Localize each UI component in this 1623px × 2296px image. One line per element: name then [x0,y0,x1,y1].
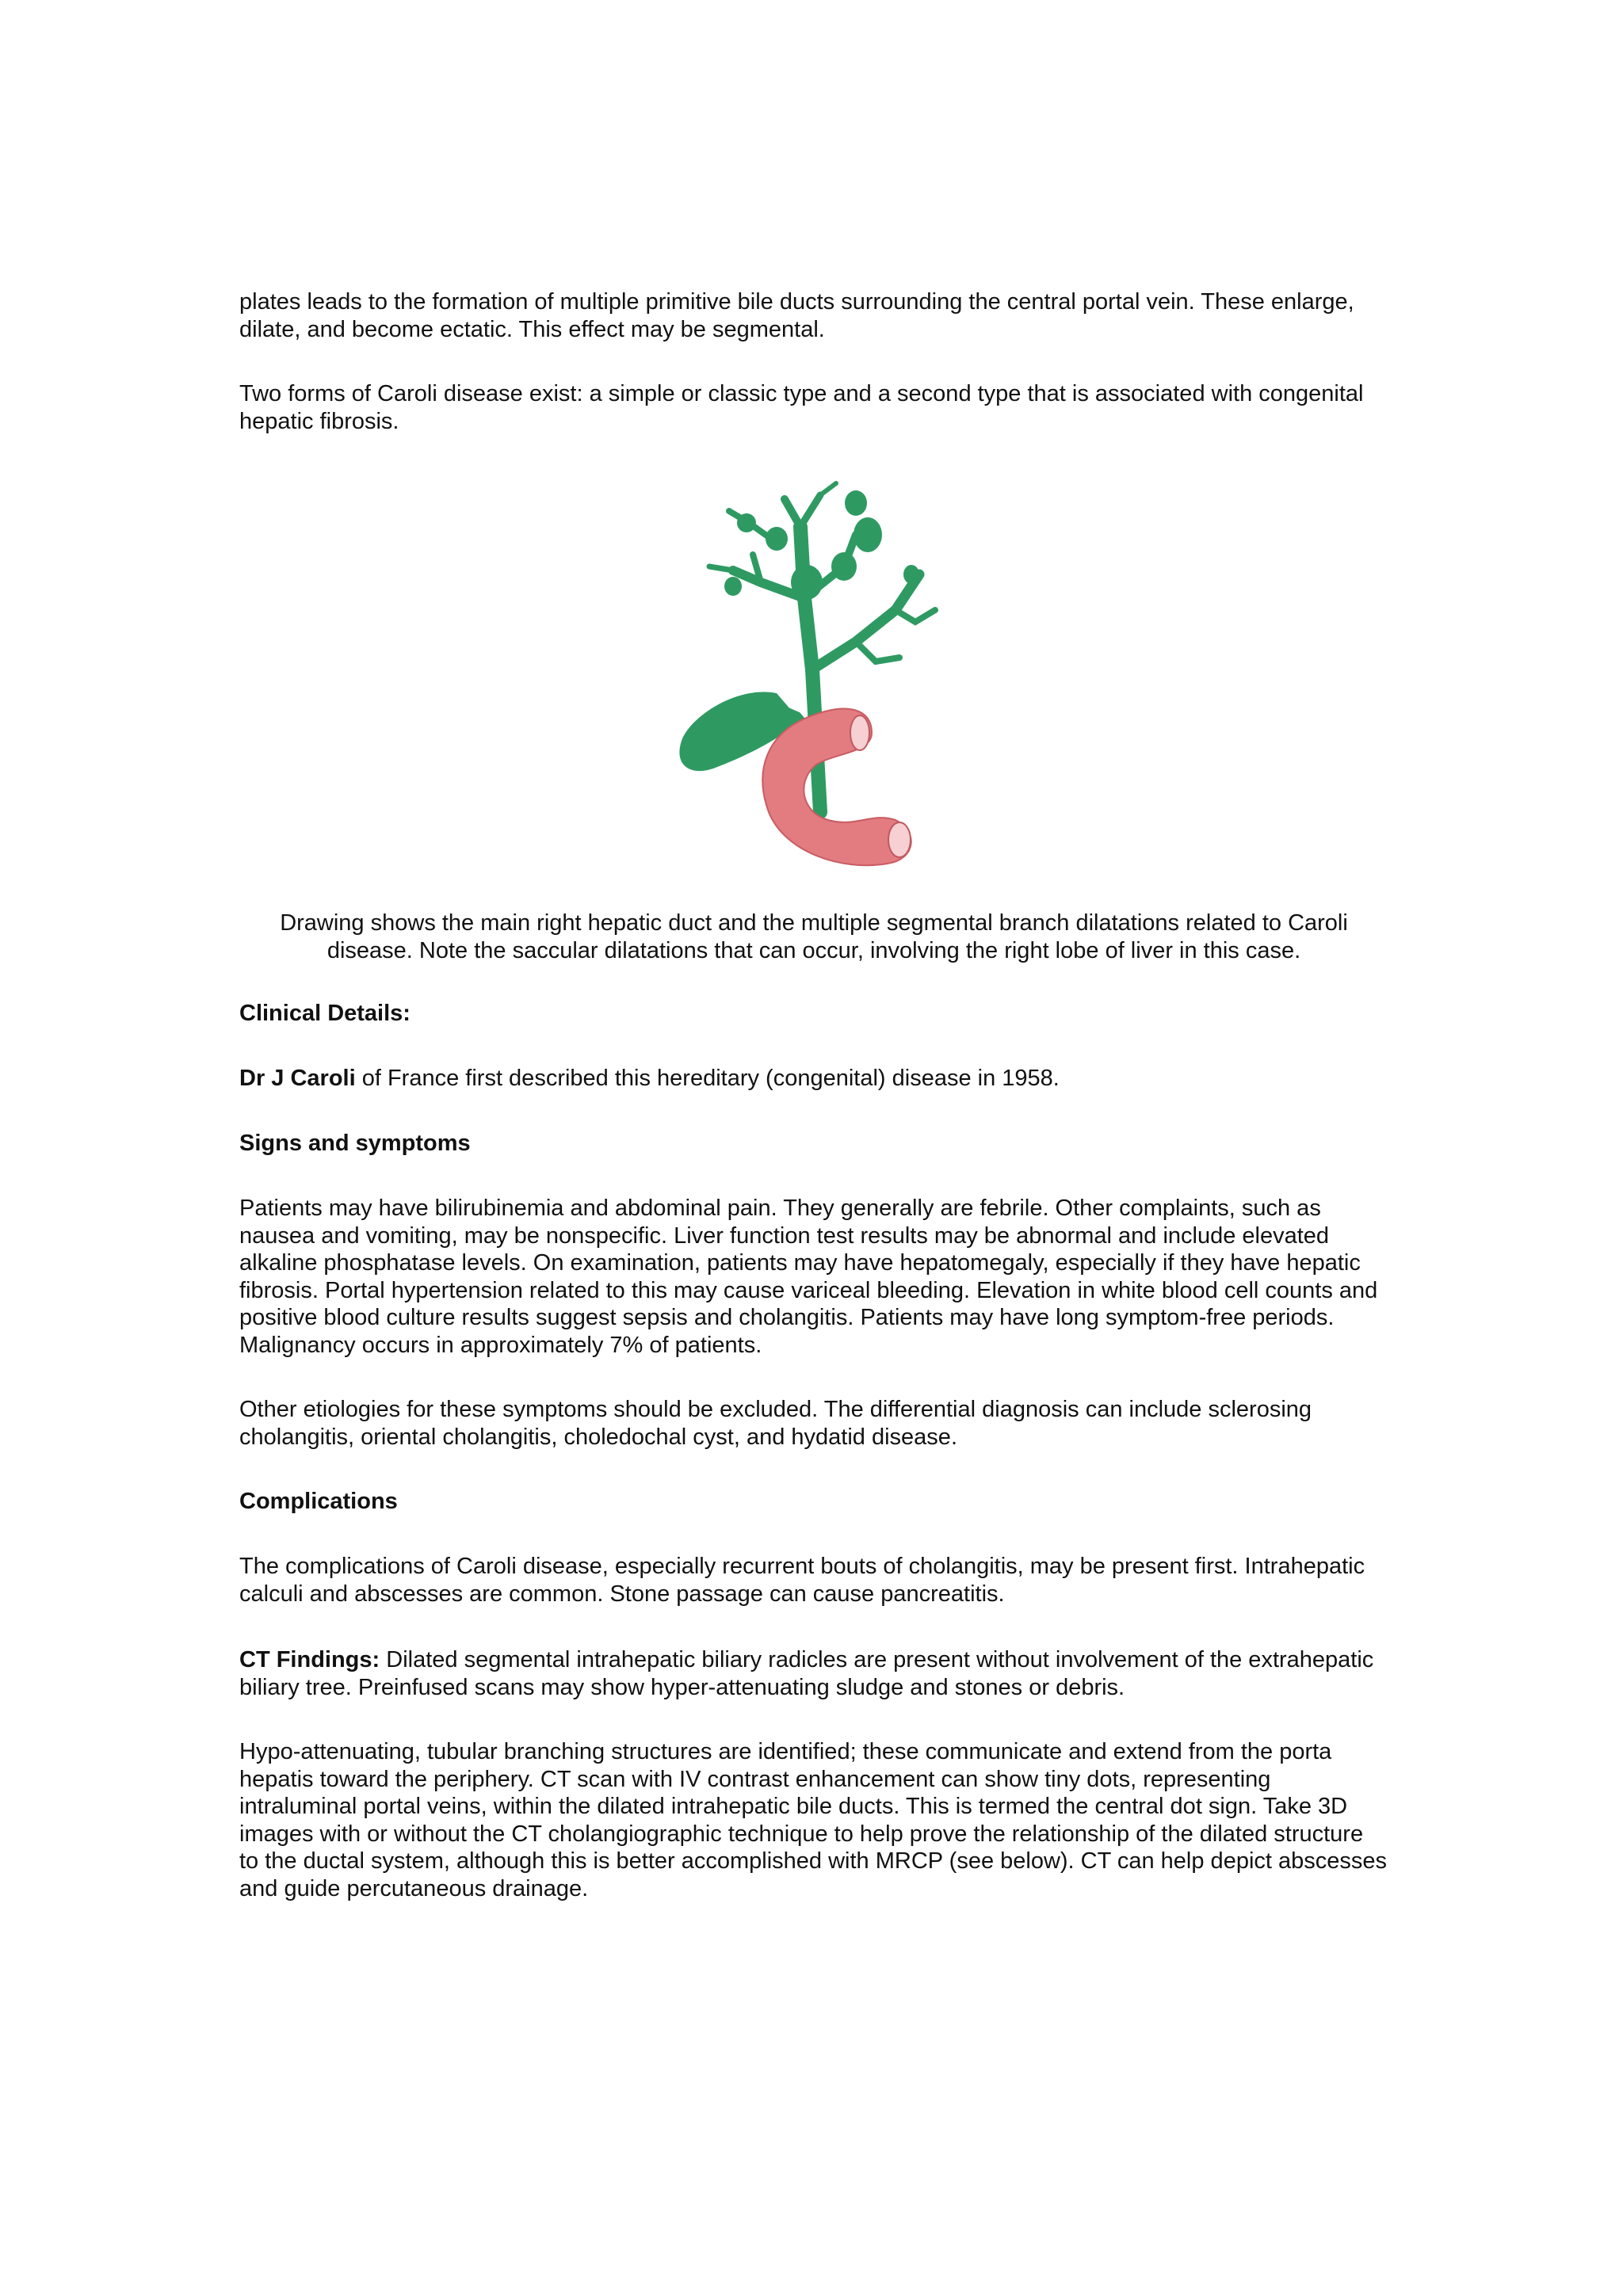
caption-text: Drawing shows the main right hepatic duct and the multiple segmental branch dilatations related to Caroli disease. Note the saccular dilatations that can occur, involving the right lobe of liver in this case. [280,910,1348,963]
section-complications [239,1488,1388,1516]
forms-text: Two forms of Caroli disease exist: a simple or classic type and a second type that is associated with congenital hepatic fibrosis. [239,381,1364,434]
ct-text-2: Hypo-attenuating, tubular branching structures are identified; these communicate and extend from the porta hepatis toward the periphery. CT scan with IV contrast enhancement can show tiny dots, representing intraluminal portal veins, within the dilated intrahepatic bile ducts. This is termed the central dot sign. Take 3D images with or without the CT cholangiographic technique to help prove the relationship of the dilated structure to the ductal system, although this is better accomplished with MRCP (see below). CT can help depict abscesses and guide percutaneous drainage. [239,1739,1388,1901]
caroli-text [239,1065,1388,1093]
caroli-name: Dr J Caroli [239,1066,356,1091]
ct-text [239,1646,1388,1701]
paragraph-signs-2 [239,1396,1388,1451]
section-clinical [239,1000,1388,1028]
figure-caption [239,910,1388,964]
clinical-heading: Clinical Details: [239,1001,411,1026]
caroli-drawing [658,479,975,875]
paragraph-ct [239,1646,1388,1701]
bile-duct-illustration [658,479,975,875]
signs-heading: Signs and symptoms [239,1131,471,1156]
signs-text-2: Other etiologies for these symptoms should be excluded. The differential diagnosis can include sclerosing cholangitis, oriental cholangitis, choledochal cyst, and hydatid disease. [239,1397,1312,1450]
paragraph-intro [239,288,1388,343]
intro-text: plates leads to the formation of multiple primitive bile ducts surrounding the central portal vein. These enlarge, dilate, and become ectatic. This effect may be segmental. [239,289,1354,342]
paragraph-forms [239,380,1388,435]
complications-text: The complications of Caroli disease, especially recurrent bouts of cholangitis, may be present first. Intrahepatic calculi and abscesses are common. Stone passage can cause pancreatitis. [239,1554,1365,1607]
signs-text-1: Patients may have bilirubinemia and abdominal pain. They generally are febrile. Other complaints, such as nausea and vomiting, may be nonspecific. Liver function test results may be abnormal and include elevated alkaline phosphatase levels. On examination, patients may have hepatomegaly, especially if they have hepatic fibrosis. Portal hypertension related to this may cause variceal bleeding. Elevation in white blood cell counts and positive blood culture results suggest sepsis and cholangitis. Patients may have long symptom-free periods. Malignancy occurs in approximately 7% of patients. [239,1196,1378,1358]
paragraph-caroli [239,1065,1388,1093]
paragraph-signs-1 [239,1195,1388,1359]
paragraph-ct-2 [239,1738,1388,1902]
complications-heading: Complications [239,1489,398,1514]
ct-label: CT Findings: [239,1647,380,1672]
ct-rest: Dilated segmental intrahepatic biliary radicles are present without involvement of the extrahepatic biliary tree. Preinfused scans may show hyper-attenuating sludge and stones or debris. [239,1647,1374,1700]
caroli-rest: of France first described this hereditary (congenital) disease in 1958. [355,1066,1060,1091]
section-signs [239,1130,1388,1158]
paragraph-complications [239,1553,1388,1608]
